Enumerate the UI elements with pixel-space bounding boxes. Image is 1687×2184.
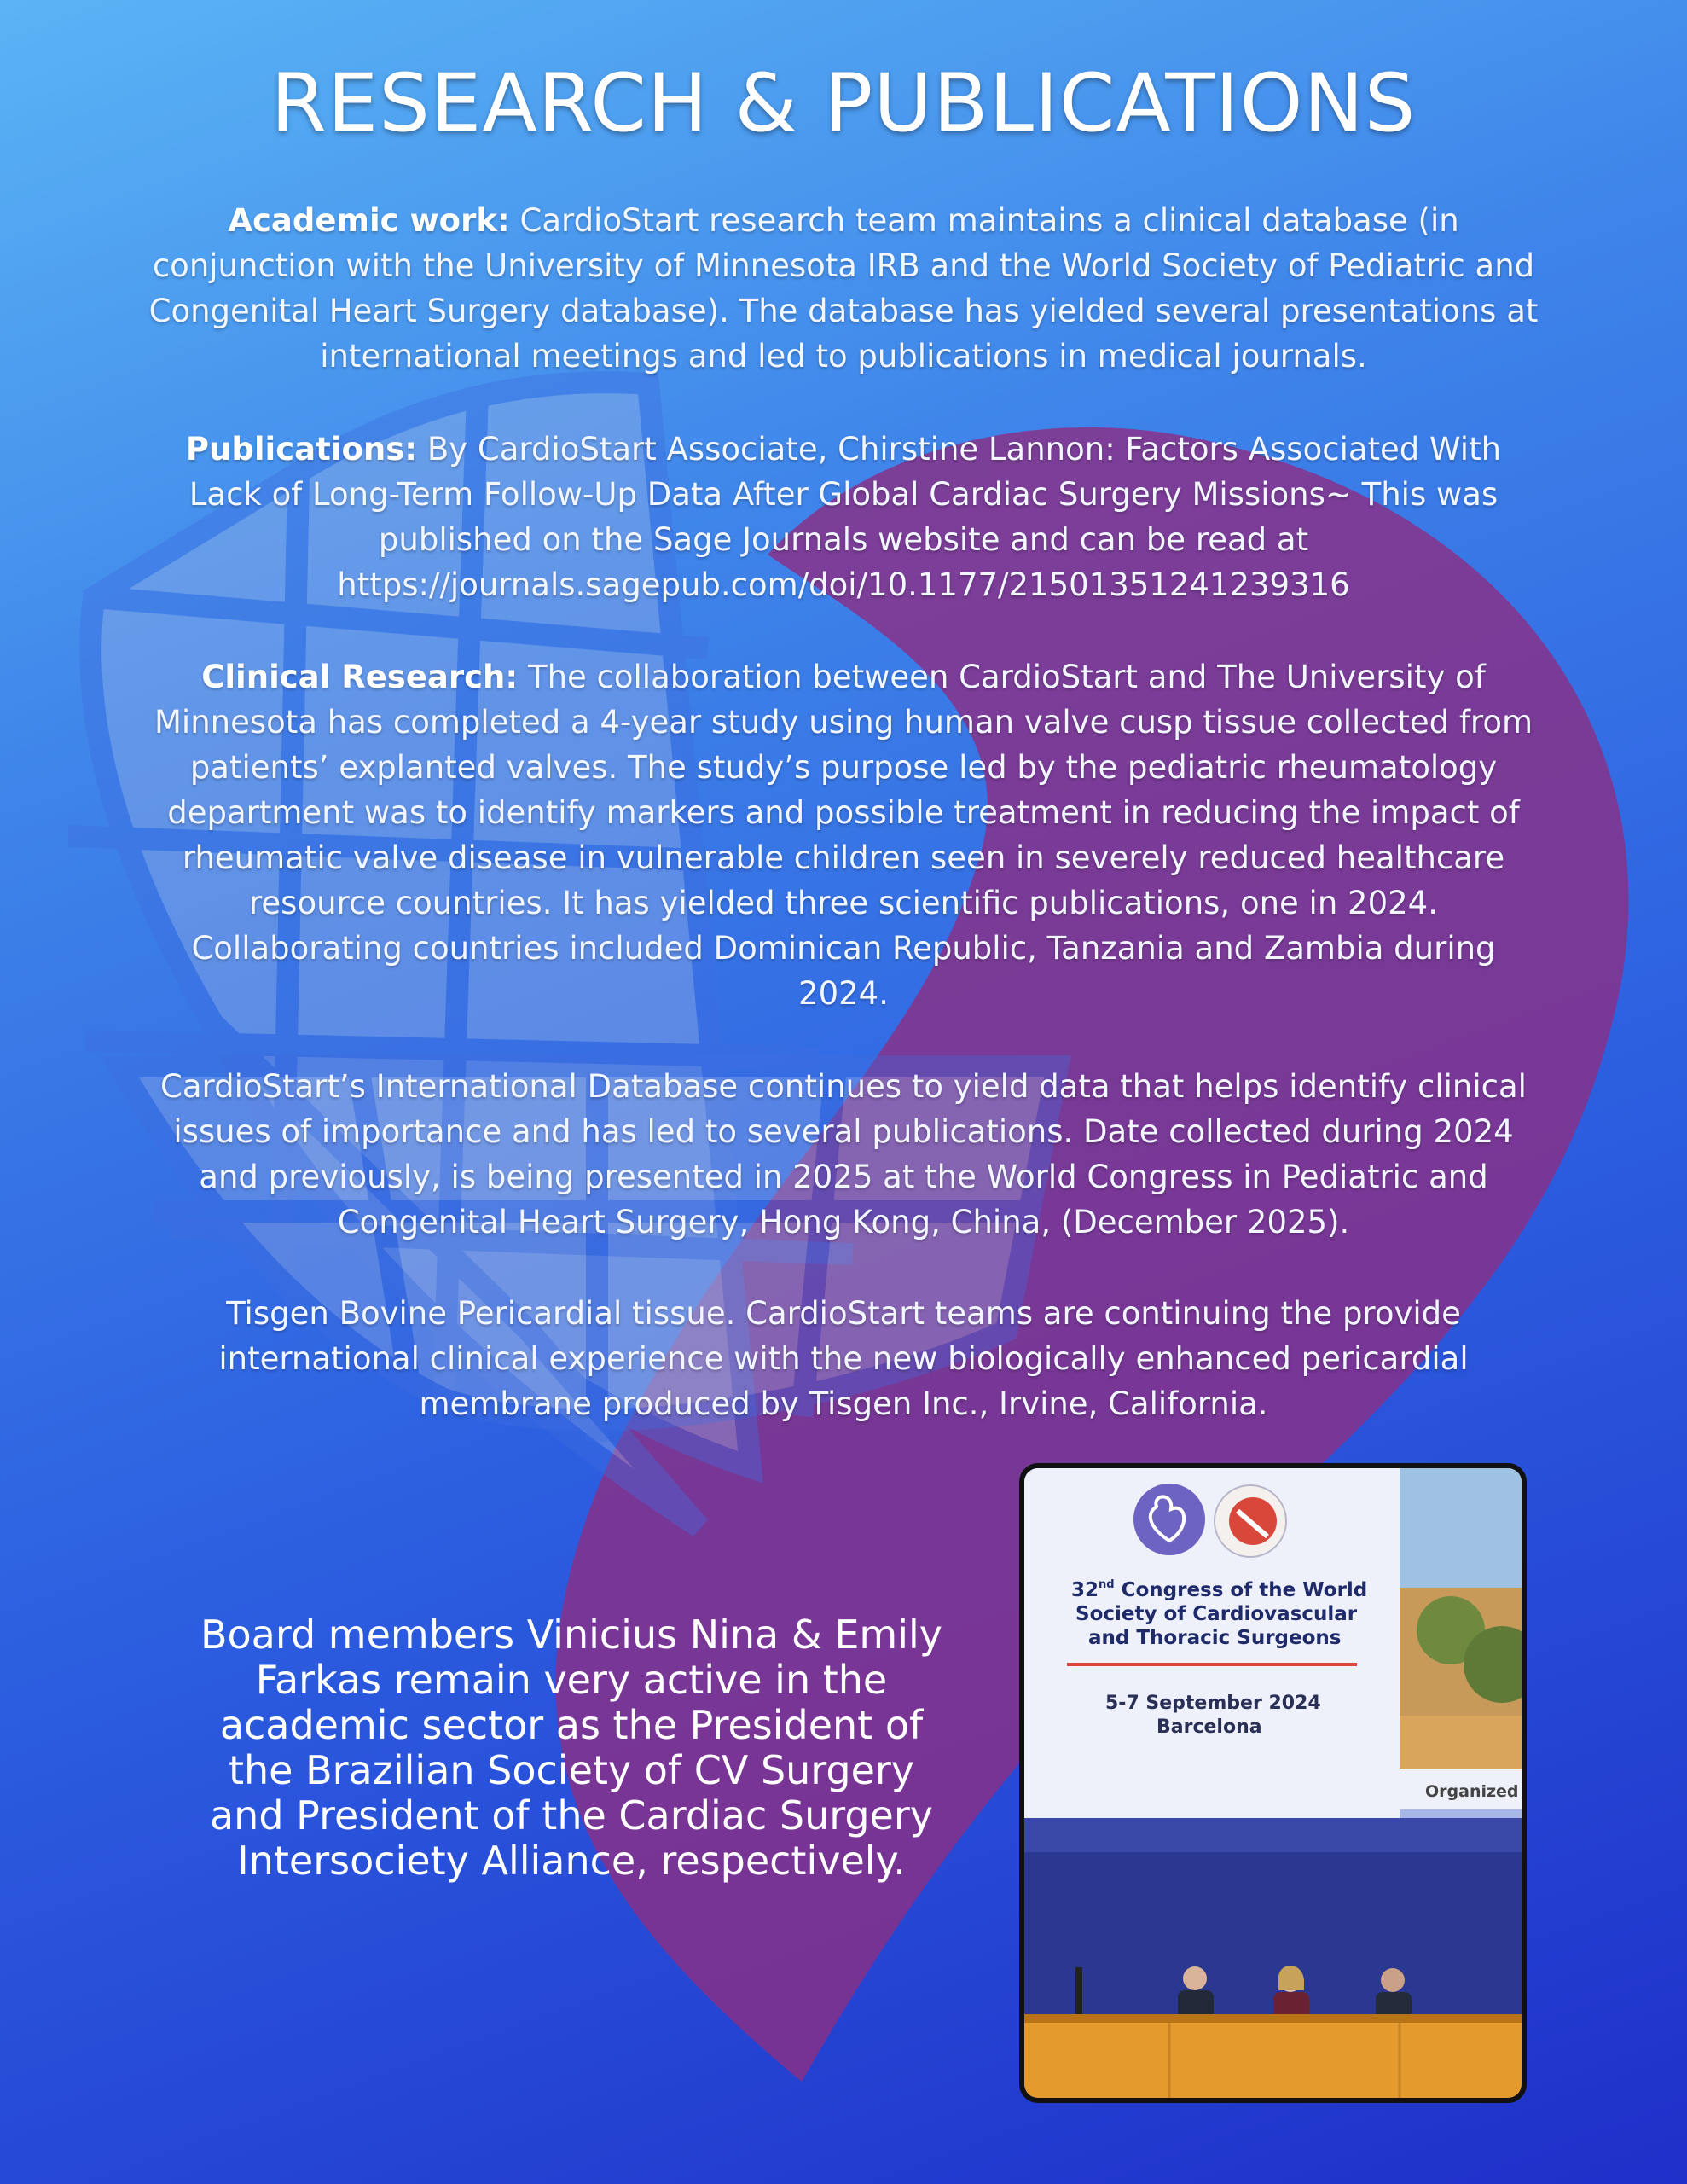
congress-city: Barcelona [1157,1716,1262,1738]
academic-work-paragraph [145,198,1542,379]
publications-label: Publications: [185,431,418,468]
accent-line [1067,1663,1357,1666]
clinical-research-label: Clinical Research: [201,659,519,695]
page-title: RESEARCH & PUBLICATIONS [270,57,1417,150]
clinical-research-paragraph [145,654,1542,1016]
academic-work-label: Academic work: [228,202,510,239]
publications-text: By CardioStart Associate, Chirstine Lannon: Factors Associated With Lack of Long-Term Follow-Up Data After Global Cardiac Surgery Missions~ This was published on the Sage Journals website and can be read at https://journals.sagepub.com/doi/10.1177/21501351241239316 [188,431,1502,603]
organized-text: Organized [1425,1782,1519,1801]
congress-photo [1019,1463,1527,2103]
congress-title-line2: Society of Cardiovascular [1075,1603,1358,1625]
congress-dates: 5-7 September 2024 [1105,1693,1321,1714]
tisgen-paragraph: Tisgen Bovine Pericardial tissue. CardioStart teams are continuing the provide international clinical experience with the new biologically enhanced pericardial membrane produced by Tisgen Inc., Irvine, California. [218,1295,1469,1422]
congress-title-line1: 32nd Congress of the World [1071,1578,1368,1601]
database-paragraph: CardioStart’s International Database continues to yield data that helps identify clinical issues of importance and has led to several publications. Date collected during 2024 and previously, is being presented in 2025 at the World Congress in Pediatric and Congenital Heart Surgery, Hong Kong, China, (December 2025). [160,1068,1527,1240]
congress-title-line3: and Thoracic Surgeons [1088,1627,1342,1649]
heart-logo-icon [1133,1484,1205,1555]
academic-work-text: CardioStart research team maintains a clinical database (in conjunction with the University of Minnesota IRB and the World Society of Pediatric and Congenital Heart Surgery database). The database has yielded several presentations at international meetings and led to publications in medical journals. [148,202,1539,375]
clinical-research-text: The collaboration between CardioStart and The University of Minnesota has completed a 4-year study using human valve cusp tissue collected from patients’ explanted valves. The study’s purpose led by the pediatric rheumatology department was to identify markers and possible treatment in reducing the impact of rheumatic valve disease in vulnerable children seen in severely reduced healthcare resource countries. It has yielded three scientific publications, one in 2024. Collaborating countries included Dominican Republic, Tanzania and Zambia during 2024. [154,659,1533,1012]
board-members-text: Board members Vinicius Nina & Emily Farkas remain very active in the academic sector as the President of the Brazilian Society of CV Surgery and President of the Cardiac Surgery Intersociety Alliance, respectively. [200,1612,943,1884]
publications-paragraph [145,427,1542,607]
panel-desk [1024,2014,1522,2098]
